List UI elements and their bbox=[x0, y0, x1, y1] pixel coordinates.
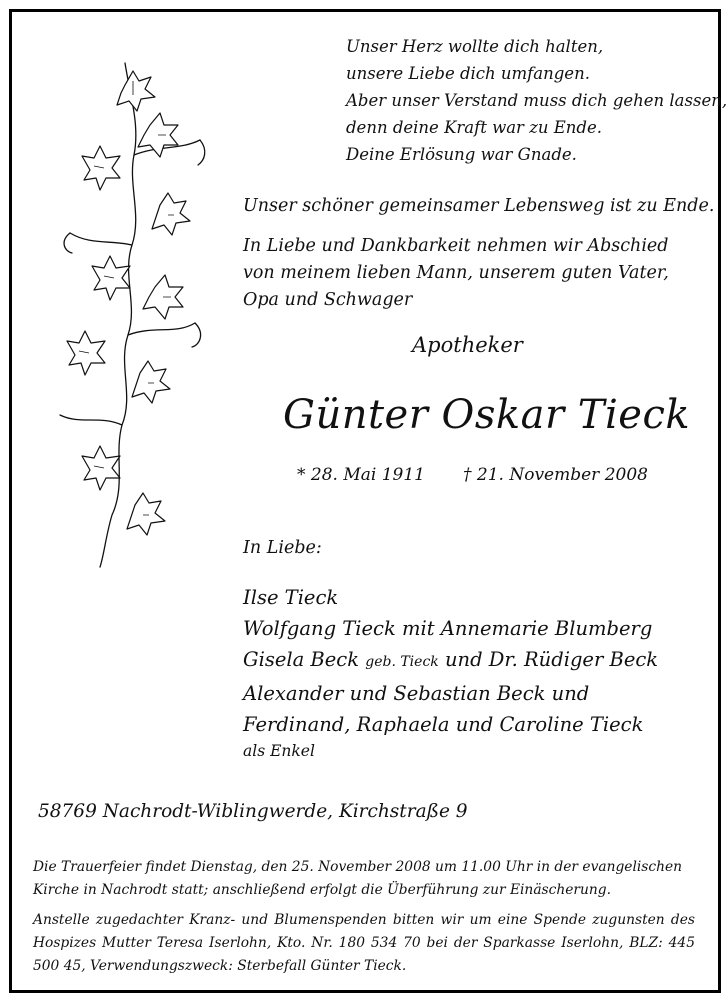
mourner-line: Ferdinand, Raphaela und Caroline Tieck bbox=[243, 713, 644, 736]
deceased-name: Günter Oskar Tieck bbox=[283, 392, 691, 438]
lead-text: Unser schöner gemeinsamer Lebensweg ist zu Ende. bbox=[243, 196, 715, 216]
address: 58769 Nachrodt-Wiblingwerde, Kirchstraße 9 bbox=[38, 801, 468, 822]
poem-line: Deine Erlösung war Gnade. bbox=[346, 145, 577, 164]
grandchildren-label: als Enkel bbox=[243, 742, 315, 760]
mourner-line bbox=[243, 644, 658, 678]
profession: Apotheker bbox=[412, 333, 523, 357]
funeral-notice: Die Trauerfeier findet Dienstag, den 25. November 2008 um 11.00 Uhr in der evangelischen Kirche in Nachrodt statt; anschließend erfolgt die Überführung zur Einäscherung. bbox=[33, 859, 683, 898]
in-liebe-label: In Liebe: bbox=[243, 538, 322, 558]
donation-notice: Anstelle zugedachter Kranz- und Blumenspenden bitten wir um eine Spende zugunsten des Hospizes Mutter Teresa Iserlohn, Kto. Nr. 180 534 70 bei der Sparkasse Iserlohn, BLZ: 445 500 45, Verwendungszweck: Sterbefall Günter Tieck. bbox=[33, 912, 695, 974]
poem-line: unsere Liebe dich umfangen. bbox=[346, 64, 590, 83]
birth-date: * 28. Mai 1911 bbox=[297, 465, 425, 485]
poem-line: Unser Herz wollte dich halten, bbox=[346, 37, 604, 56]
poem-line: Aber unser Verstand muss dich gehen lassen, bbox=[346, 91, 728, 110]
poem bbox=[346, 33, 727, 168]
death-date: † 21. November 2008 bbox=[463, 465, 648, 485]
mourner-line: Alexander und Sebastian Beck und bbox=[243, 682, 590, 705]
life-dates bbox=[297, 465, 648, 485]
mourner-name: Gisela Beck bbox=[243, 648, 360, 671]
poem-line: denn deine Kraft war zu Ende. bbox=[346, 118, 602, 137]
intro-text: In Liebe und Dankbarkeit nehmen wir Abschied von meinem lieben Mann, unserem guten Vater, Opa und Schwager bbox=[243, 236, 669, 310]
mourner-line: Ilse Tieck bbox=[243, 586, 339, 609]
maiden-name: geb. Tieck bbox=[365, 654, 439, 670]
mourners-list bbox=[243, 582, 658, 762]
ivy-illustration bbox=[30, 55, 230, 575]
mourner-name: und Dr. Rüdiger Beck bbox=[444, 648, 659, 671]
mourner-line: Wolfgang Tieck mit Annemarie Blumberg bbox=[243, 617, 653, 640]
